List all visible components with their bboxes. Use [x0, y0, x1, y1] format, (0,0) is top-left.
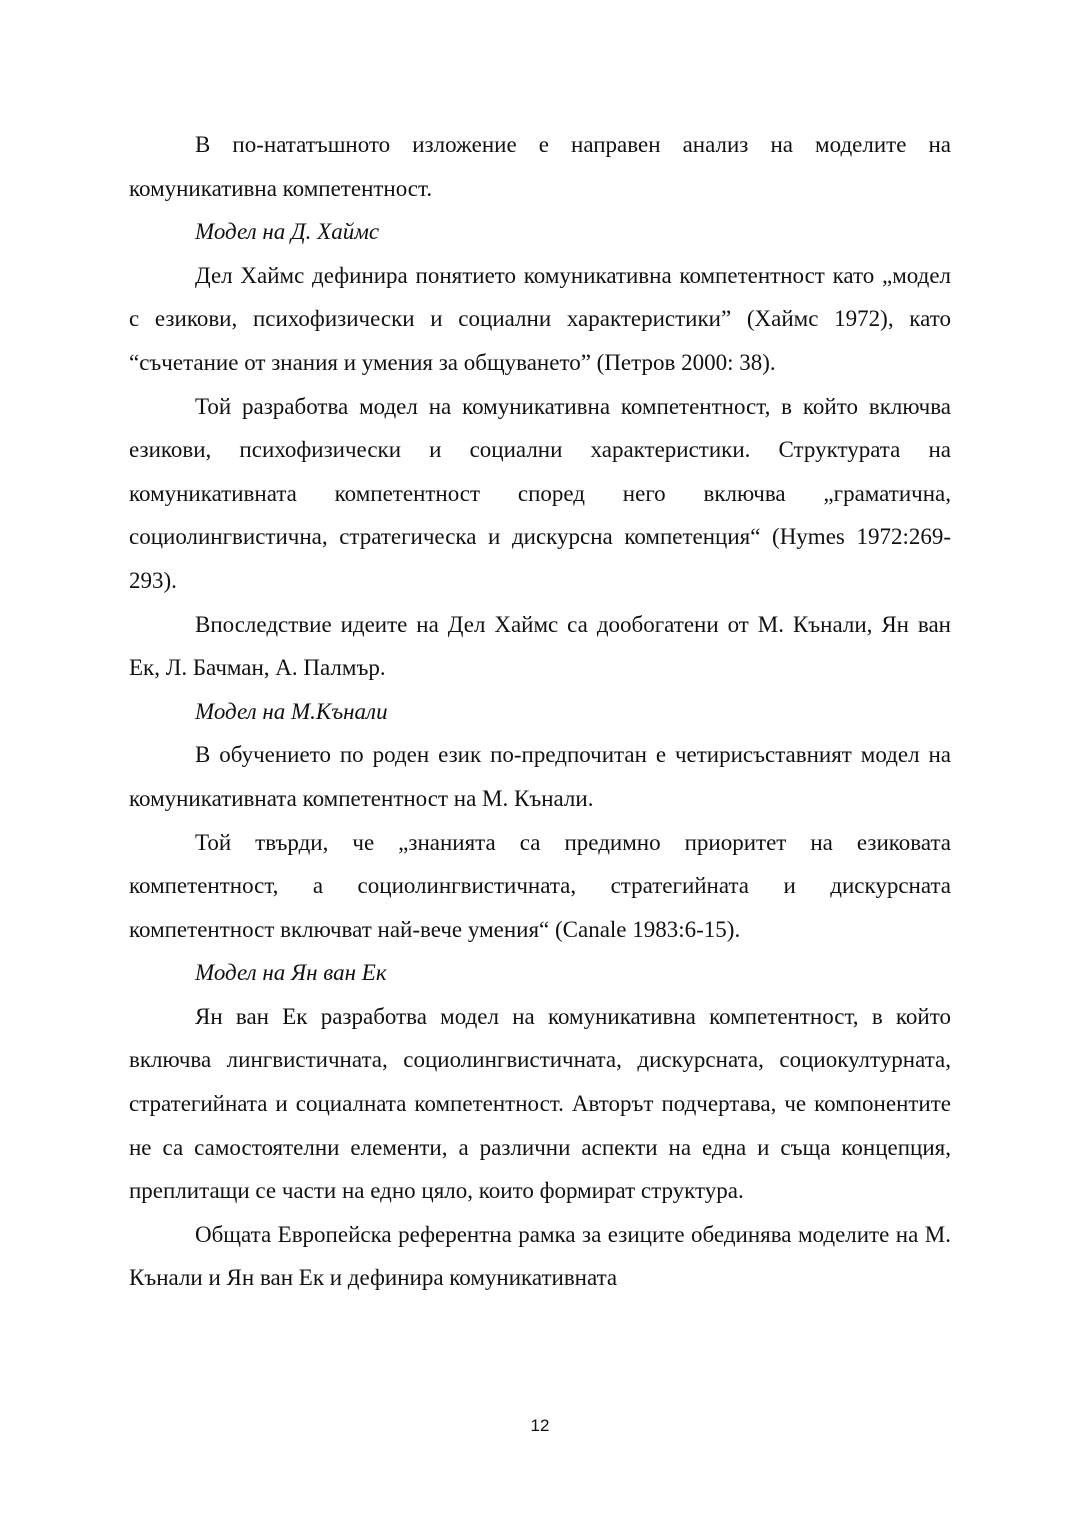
paragraph-hymes-followers: Впоследствие идеите на Дел Хаймс са дообогатени от М. Кънали, Ян ван Ек, Л. Бачман, А. Палмър. — [129, 611, 951, 681]
paragraph-van-ek: Ян ван Ек разработва модел на комуникативна компетентност, в който включва лингвистичната, социолингвистичната, дискурсната, социокултурната, стратегийната и социалната компетентност. Авторът подчертава, че компонентите не са самостоятелни елементи, а различни аспекти на една и съща концепция, преплитащи се части на едно цяло, които формират структура. — [129, 1003, 951, 1204]
document-body — [129, 123, 951, 1300]
paragraph-hymes-definition: Дел Хаймс дефинира понятието комуникативна компетентност като „модел с езикови, психофизически и социални характеристики” (Хаймс 1972), като “съчетание от знания и умения за общуването” (Петров 2000: 38). — [129, 262, 951, 375]
paragraph-canale-intro: В обучението по роден език по-предпочитан е четирисъставният модел на комуникативната компетентност на М. Кънали. — [129, 742, 951, 811]
heading-van-ek-model: Модел на Ян ван Ек — [195, 960, 387, 986]
paragraph-canale-quote: Той твърди, че „знанията са предимно приоритет на езиковата компетентност, а социолингвистичната, стратегийната и дискурсната компетентност включват най-вече умения“ (Canale 1983:6-15). — [129, 829, 951, 942]
paragraph-intro: В по-нататъшното изложение е направен анализ на моделите на комуникативна компетентност. — [129, 132, 951, 201]
paragraph-hymes-structure: Той разработва модел на комуникативна компетентност, в който включва езикови, психофизически и социални характеристики. Структурата на комуникативната компетентност според него включва „граматична, социолингвистична, стратегическа и дискурсна компетенция“ (Hymes 1972:269-293). — [129, 393, 951, 593]
paragraph-cefr: Общата Европейска референтна рамка за езиците обединява моделите на М. Кънали и Ян ван Ек и дефинира комуникативната — [129, 1221, 951, 1291]
page-number: 12 — [530, 1416, 550, 1435]
heading-canale-model: Модел на М.Кънали — [195, 698, 388, 724]
heading-hymes-model: Модел на Д. Хаймс — [195, 219, 380, 245]
